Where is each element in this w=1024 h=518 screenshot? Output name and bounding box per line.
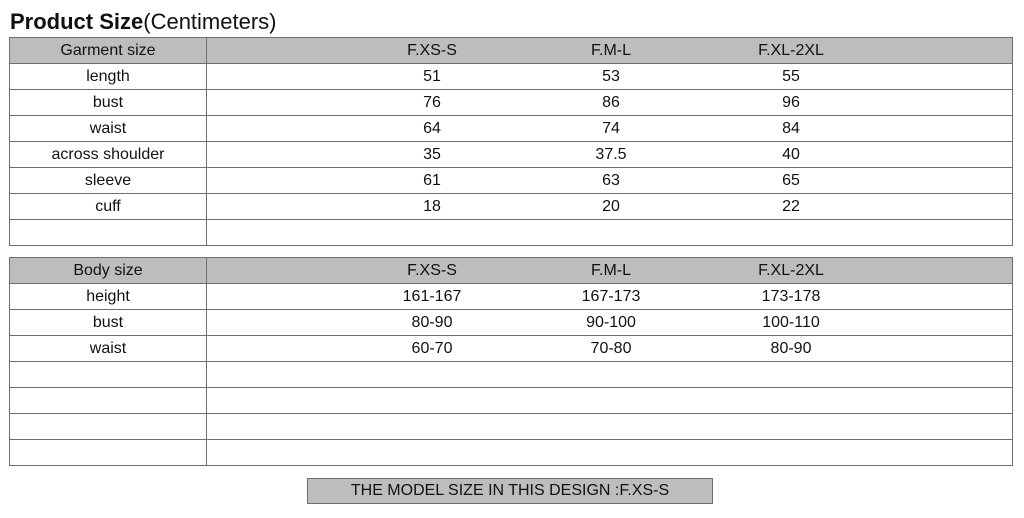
- cell-value: 86: [602, 94, 620, 111]
- row-label: [10, 440, 207, 466]
- table-row: [10, 64, 1013, 90]
- table-row-empty: [10, 388, 1013, 414]
- table-header-row: [10, 38, 1013, 64]
- cell-value: 65: [782, 172, 800, 189]
- table-row-empty: [10, 220, 1013, 246]
- table-row-empty: [10, 362, 1013, 388]
- cell-value: 84: [782, 120, 800, 137]
- table-row: [10, 142, 1013, 168]
- model-size-note: THE MODEL SIZE IN THIS DESIGN :F.XS-S: [307, 478, 713, 504]
- cell-value: 20: [602, 198, 620, 215]
- row-label: bust: [10, 90, 207, 116]
- table-row: [10, 116, 1013, 142]
- cell-value: 173-178: [761, 288, 821, 305]
- header-size: F.M-L: [591, 42, 631, 59]
- cell-value: 80-90: [770, 340, 812, 357]
- cell-value: 60-70: [411, 340, 453, 357]
- body-size-table: [9, 257, 1013, 466]
- cell-value: 40: [782, 146, 800, 163]
- table-header-row: [10, 258, 1013, 284]
- cell-value: 22: [782, 198, 800, 215]
- table-row: [10, 90, 1013, 116]
- cell-value: 161-167: [402, 288, 462, 305]
- row-label: bust: [10, 310, 207, 336]
- cell-value: 63: [602, 172, 620, 189]
- cell-value: 55: [782, 68, 800, 85]
- cell-value: 53: [602, 68, 620, 85]
- header-size: F.XS-S: [407, 262, 457, 279]
- cell-value: 70-80: [590, 340, 632, 357]
- table-row: [10, 194, 1013, 220]
- row-label: cuff: [10, 194, 207, 220]
- row-label: [10, 388, 207, 414]
- header-label: Garment size: [10, 38, 207, 64]
- header-size: F.XS-S: [407, 42, 457, 59]
- table-row: [10, 168, 1013, 194]
- cell-value: 167-173: [581, 288, 641, 305]
- cell-value: 100-110: [762, 314, 820, 331]
- cell-value: 90-100: [586, 314, 636, 331]
- row-label: [10, 414, 207, 440]
- cell-value: 76: [423, 94, 441, 111]
- table-row: [10, 310, 1013, 336]
- row-label: across shoulder: [10, 142, 207, 168]
- cell-value: 51: [423, 68, 441, 85]
- cell-value: 37.5: [595, 146, 627, 163]
- page-title-unit: (Centimeters): [143, 9, 277, 34]
- cell-value: 61: [423, 172, 441, 189]
- cell-value: 18: [423, 198, 441, 215]
- header-label: Body size: [10, 258, 207, 284]
- row-label: height: [10, 284, 207, 310]
- table-row-empty: [10, 440, 1013, 466]
- cell-value: 35: [423, 146, 441, 163]
- row-label: length: [10, 64, 207, 90]
- row-label: sleeve: [10, 168, 207, 194]
- header-size: F.M-L: [591, 262, 631, 279]
- cell-value: 64: [423, 120, 441, 137]
- row-label: waist: [10, 116, 207, 142]
- table-row-empty: [10, 414, 1013, 440]
- row-label: [10, 220, 207, 246]
- page-title: [10, 8, 277, 36]
- cell-value: 96: [782, 94, 800, 111]
- header-size: F.XL-2XL: [758, 262, 824, 279]
- row-label: waist: [10, 336, 207, 362]
- table-row: [10, 336, 1013, 362]
- table-row: [10, 284, 1013, 310]
- cell-value: 74: [602, 120, 620, 137]
- garment-size-table: [9, 37, 1013, 246]
- page-title-main: Product Size: [10, 9, 144, 34]
- row-label: [10, 362, 207, 388]
- cell-value: 80-90: [411, 314, 453, 331]
- header-size: F.XL-2XL: [758, 42, 824, 59]
